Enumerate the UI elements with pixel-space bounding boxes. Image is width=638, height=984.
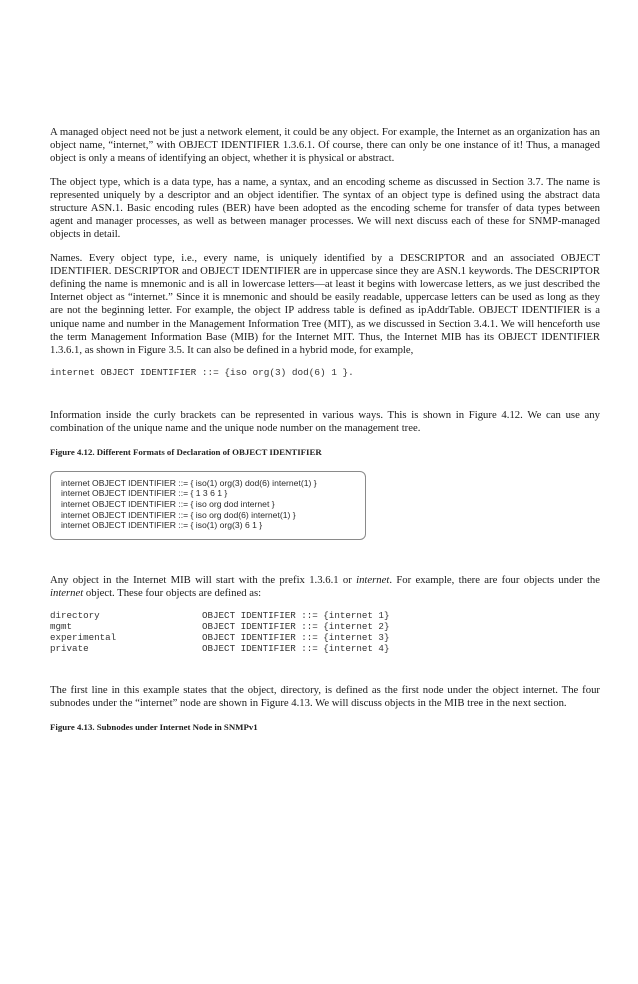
figure-4-12-line: internet OBJECT IDENTIFIER ::= { iso org dod internet } (61, 499, 275, 510)
object-definition: OBJECT IDENTIFIER ::= {internet 4} (202, 643, 390, 655)
paragraph-prefix (50, 574, 600, 600)
paragraph-object-type: The object type, which is a data type, has a name, a syntax, and an encoding scheme as discussed in Section 3.7. The name is represented uniquely by a descriptor and an object identifier. The syntax of an object type is defined using the abstract data structure ASN.1. Basic encoding rules (BER) have been adopted as the encoding scheme for transfer of data types between agent and manager processes, as well as between manager processes. We will next discuss each of these for SNMP-managed objects in detail. (50, 175, 600, 241)
object-name: mgmt (50, 621, 73, 633)
figure-4-12-line: internet OBJECT IDENTIFIER ::= { iso org dod(6) internet(1) } (61, 509, 296, 520)
subnode-definitions (50, 610, 600, 654)
document-page (50, 126, 600, 746)
code-row (50, 621, 600, 632)
emphasis-internet: internet (356, 573, 390, 586)
paragraph-curly-brackets: Information inside the curly brackets can be represented in various ways. This is shown in Figure 4.12. We can use any combination of the unique name and the unique node number on the management tree. (50, 409, 600, 435)
paragraph-prefix-text: object. These four objects are defined as: (83, 587, 262, 600)
object-definition: OBJECT IDENTIFIER ::= {internet 2} (202, 621, 390, 633)
code-row (50, 610, 600, 621)
figure-4-12-box (50, 471, 366, 540)
object-name: experimental (50, 632, 117, 644)
paragraph-names: Names. Every object type, i.e., every name, is uniquely identified by a DESCRIPTOR and an associated OBJECT IDENTIFIER. DESCRIPTOR and OBJECT IDENTIFIER are in uppercase since they are ASN.1 keywords. The DESCRIPTOR defining the name is mnemonic and is all in lowercase letters—at least it begins with lowercase letters, as we just described the Internet object as “internet.” Since it is mnemonic and should be easily readable, uppercase letters can be used as long as they are not the beginning letter. For example, the object IP address table is defined as ipAddrTable. OBJECT IDENTIFIER is a unique name and number in the Management Information Tree (MIT), as we discussed in Section 3.4.1. We will henceforth use the term Management Information Base (MIB) for the Internet MIT. Thus, the Internet MIB has its OBJECT IDENTIFIER 1.3.6.1, as shown in Figure 3.5. It can also be defined in a hybrid mode, for example, (50, 251, 600, 357)
code-row (50, 632, 600, 643)
figure-4-12-line: internet OBJECT IDENTIFIER ::= { iso(1) org(3) dod(6) internet(1) } (61, 477, 317, 488)
figure-4-12-line: internet OBJECT IDENTIFIER ::= { iso(1) org(3) 6 1 } (61, 520, 263, 531)
paragraph-prefix-text: Any object in the Internet MIB will start with the prefix 1.3.6.1 or (50, 573, 357, 586)
object-definition: OBJECT IDENTIFIER ::= {internet 1} (202, 610, 390, 622)
object-definition: OBJECT IDENTIFIER ::= {internet 3} (202, 632, 390, 644)
paragraph-managed-object: A managed object need not be just a network element, it could be any object. For example, the Internet as an organization has an object name, “internet,” with OBJECT IDENTIFIER 1.3.6.1. Of course, there can only be one instance of it! Thus, a managed object is only a means of identifying an object, whether it is physical or abstract. (50, 126, 600, 165)
emphasis-internet: internet (50, 587, 84, 600)
figure-4-13-caption: Figure 4.13. Subnodes under Internet Node in SNMPv1 (50, 721, 258, 732)
object-name: private (50, 643, 89, 655)
object-name: directory (50, 610, 100, 622)
paragraph-prefix-text: . For example, there are four objects under the (389, 573, 600, 586)
paragraph-first-line: The first line in this example states that the object, directory, is defined as the first node under the object internet. The four subnodes under the “internet” node are shown in Figure 4.13. We will discuss objects in the MIB tree in the next section. (50, 684, 600, 710)
code-internet-hybrid: internet OBJECT IDENTIFIER ::= {iso org(3) dod(6) 1 }. (50, 367, 354, 379)
figure-4-12-line: internet OBJECT IDENTIFIER ::= { 1 3 6 1 } (61, 488, 228, 499)
figure-4-12-caption: Figure 4.12. Different Formats of Declaration of OBJECT IDENTIFIER (50, 446, 322, 457)
code-row (50, 643, 600, 654)
